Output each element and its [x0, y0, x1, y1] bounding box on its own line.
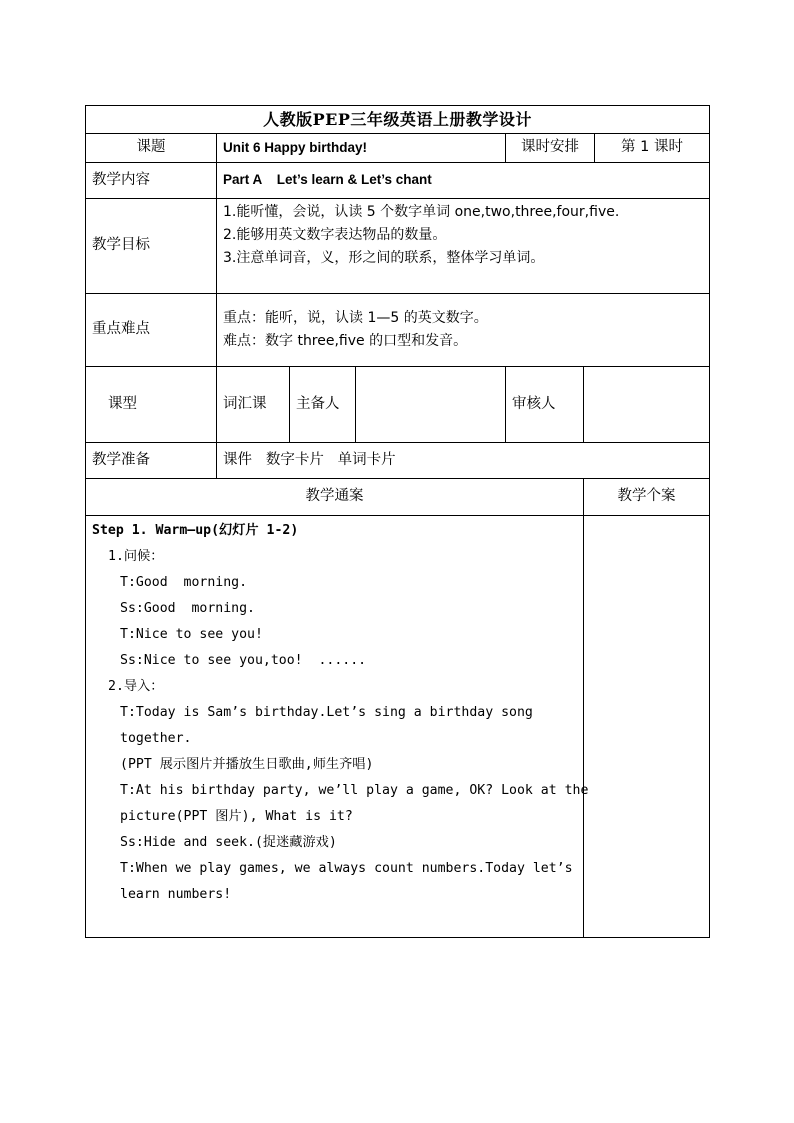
goals-label: 教学目标	[86, 199, 217, 294]
preparer-label: 主备人	[290, 367, 356, 443]
topic-row	[86, 134, 710, 163]
common-plan-header: 教学通案	[86, 479, 584, 516]
goal-item: 2.能够用英文数字表达物品的数量。	[223, 227, 447, 243]
keypoints-label: 重点难点	[86, 294, 217, 367]
materials-value: 课件 数字卡片 单词卡片	[217, 443, 710, 479]
reviewer-label: 审核人	[506, 367, 584, 443]
step-line: T:Nice to see you!	[120, 627, 263, 642]
step-line: (PPT 展示图片并播放生日歌曲,师生齐唱)	[120, 757, 374, 772]
goal-item: 1.能听懂，会说，认读 5 个数字单词 one,two,three,four,five.	[223, 204, 620, 220]
type-label: 课型	[86, 367, 217, 443]
keypoints-row	[86, 294, 710, 367]
reviewer-value	[584, 367, 710, 443]
goals-list	[217, 199, 710, 294]
plan-body-row	[86, 516, 710, 938]
step-line: Ss:Good morning.	[120, 601, 255, 616]
step-line: 2.导入：	[108, 679, 164, 694]
step-line: T:Today is Sam’s birthday.Let’s sing a birthday song	[120, 705, 533, 720]
steps-list	[86, 516, 589, 908]
document-title: 人教版PEP三年级英语上册教学设计	[86, 106, 710, 134]
content-label: 教学内容	[86, 163, 217, 199]
personal-plan-body	[584, 516, 710, 938]
section-header-row	[86, 479, 710, 516]
step-line: T:Good morning.	[120, 575, 248, 590]
goals-row	[86, 199, 710, 294]
keypoints-list	[217, 294, 710, 367]
materials-row	[86, 443, 710, 479]
step-line: Ss:Hide and seek.(捉迷藏游戏)	[120, 835, 337, 850]
step-line: T:When we play games, we always count numbers.Today let’s	[120, 861, 573, 876]
content-row	[86, 163, 710, 199]
goal-item: 3.注意单词音，义，形之间的联系，整体学习单词。	[223, 250, 545, 266]
type-row	[86, 367, 710, 443]
type-value: 词汇课	[217, 367, 290, 443]
step-line: picture(PPT 图片), What is it?	[120, 809, 353, 824]
preparer-value	[356, 367, 506, 443]
step-line: T:At his birthday party, we’ll play a game, OK? Look at the	[120, 783, 589, 798]
schedule-value: 第 1 课时	[595, 134, 710, 163]
keypoint-item: 重点：能听，说，认读 1—5 的英文数字。	[223, 310, 488, 326]
step-line: together.	[120, 731, 192, 746]
title-row	[86, 106, 710, 134]
keypoint-item: 难点：数字 three,five 的口型和发音。	[223, 333, 468, 349]
step-heading: Step 1. Warm–up(幻灯片 1-2)	[92, 523, 299, 538]
materials-label: 教学准备	[86, 443, 217, 479]
common-plan-body	[86, 516, 589, 938]
step-line: learn numbers!	[120, 887, 232, 902]
lesson-plan-table	[85, 105, 710, 938]
schedule-label: 课时安排	[506, 134, 595, 163]
topic-value: Unit 6 Happy birthday!	[217, 134, 506, 163]
content-value: Part A Let’s learn & Let’s chant	[217, 163, 710, 199]
personal-plan-header: 教学个案	[584, 479, 710, 516]
step-line: 1.问候：	[108, 549, 164, 564]
topic-label: 课题	[86, 134, 217, 163]
step-line: Ss:Nice to see you,too! ......	[120, 653, 367, 668]
